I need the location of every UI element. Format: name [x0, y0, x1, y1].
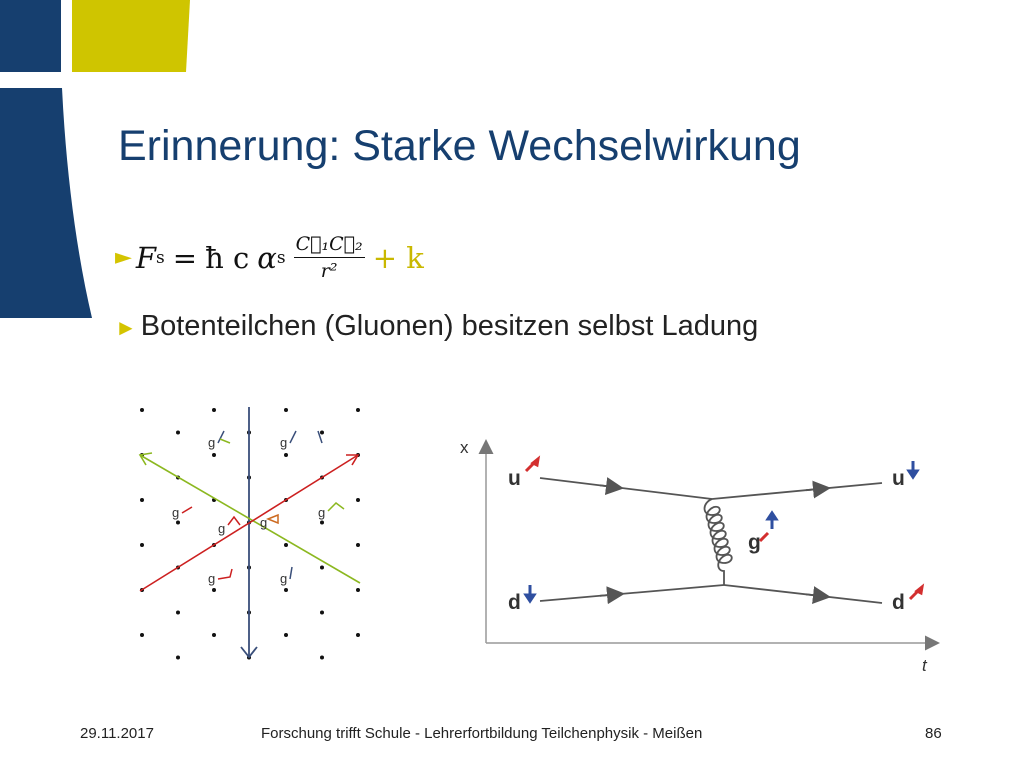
octet-gluon-label: g: [260, 515, 268, 530]
quark-label-u-in: u: [508, 467, 521, 490]
lattice-dot: [284, 588, 288, 592]
octet-gluon-label: g: [280, 435, 288, 450]
gluon-color-mark-icon: [268, 515, 278, 523]
octet-red-arrowhead: [346, 455, 358, 465]
lattice-dots: [140, 408, 360, 660]
bullet-text: Botenteilchen (Gluonen) besitzen selbst Ladung: [140, 310, 759, 342]
color-arrow-blue-icon: [526, 595, 534, 601]
lattice-dot: [320, 521, 324, 525]
d-quark-arrow-mark: [600, 594, 616, 595]
lattice-dot: [356, 543, 360, 547]
formula-hbar-c: ħ c: [205, 240, 250, 275]
lattice-dot: [284, 543, 288, 547]
formula-alpha-sub: s: [276, 247, 286, 268]
logo-navy-square: [0, 0, 61, 72]
axis-x-label: x: [460, 438, 469, 457]
octet-gluon-label: g: [318, 505, 326, 520]
logo-navy-curve: [0, 88, 92, 318]
lattice-dot: [212, 408, 216, 412]
lattice-dot: [212, 633, 216, 637]
lattice-dot: [140, 633, 144, 637]
gluon-color-mark-icon: [218, 431, 224, 443]
lattice-dot: [356, 498, 360, 502]
formula-numerator: C⃗₁C⃗₂: [294, 233, 365, 258]
lattice-dot: [284, 633, 288, 637]
formula-fraction: [294, 233, 365, 282]
lattice-dot: [320, 656, 324, 660]
quark-label-d-out: d: [892, 591, 905, 614]
octet-gluon-label: g: [208, 571, 216, 586]
octet-gluon-label: g: [172, 505, 180, 520]
u-quark-out-arrow-mark: [806, 489, 822, 491]
logo-yellow-shape: [72, 0, 190, 72]
lattice-dot: [176, 521, 180, 525]
gluon-propagator: [705, 499, 732, 585]
footer-page-number: 86: [925, 725, 942, 742]
color-arrow-red-icon: [533, 459, 538, 465]
color-arrow-blue-icon: [909, 471, 917, 477]
color-arrow-blue-icon: [768, 513, 776, 519]
formula-denominator: r²: [320, 260, 338, 282]
quark-label-u-out: u: [892, 467, 905, 490]
lattice-dot: [176, 611, 180, 615]
u-quark-incoming-line: [540, 478, 712, 499]
bullet-arrow-icon: ►: [115, 245, 132, 270]
octet-gluon-label: g: [208, 435, 216, 450]
lattice-dot: [140, 408, 144, 412]
lattice-dot: [140, 498, 144, 502]
u-quark-outgoing-line: [712, 483, 882, 499]
lattice-dot: [356, 408, 360, 412]
u-quark-arrow-mark: [600, 485, 615, 487]
gluon-color-mark-icon: [328, 503, 344, 511]
axis-t-label: t: [922, 656, 927, 675]
gluon-color-mark-icon: [290, 567, 292, 579]
d-quark-incoming-line: [540, 585, 724, 601]
bullet-gluon-charge: [115, 310, 758, 343]
lattice-dot: [320, 611, 324, 615]
quark-label-d-in: d: [508, 591, 521, 614]
bullet-arrow-icon: ►: [115, 315, 137, 340]
color-arrow-red-icon: [760, 533, 768, 541]
octet-gluon-label: g: [280, 571, 288, 586]
lattice-dot: [140, 543, 144, 547]
gluon-octet-diagram: [120, 395, 380, 665]
formula-alpha: α: [257, 240, 277, 275]
footer-date: 29.11.2017: [80, 725, 154, 742]
lattice-dot: [320, 566, 324, 570]
lattice-dot: [284, 453, 288, 457]
gluon-color-mark-icon: [228, 517, 240, 525]
lattice-dot: [356, 633, 360, 637]
d-quark-out-arrow-mark: [806, 594, 822, 596]
formula-lhs-var: F: [135, 240, 157, 275]
gluon-color-mark-icon: [220, 439, 230, 443]
octet-gluon-label: g: [218, 521, 226, 536]
page-title: Erinnerung: Starke Wechselwirkung: [118, 122, 801, 170]
lattice-dot: [356, 588, 360, 592]
gluon-label: g: [748, 531, 761, 554]
formula-lhs-sub: s: [156, 247, 165, 268]
lattice-dot: [176, 656, 180, 660]
lattice-dot: [320, 431, 324, 435]
gluon-color-mark-icon: [182, 507, 192, 513]
formula-bullet: [115, 233, 424, 282]
d-quark-outgoing-line: [724, 585, 882, 603]
footer-text: Forschung trifft Schule - Lehrerfortbildung Teilchenphysik - Meißen: [261, 725, 703, 742]
lattice-dot: [212, 453, 216, 457]
color-arrow-red-icon: [917, 587, 922, 593]
gluon-color-mark-icon: [218, 569, 232, 579]
formula-equals: =: [172, 240, 198, 275]
lattice-dot: [212, 588, 216, 592]
gluon-color-mark-icon: [290, 431, 296, 443]
feynman-diagram: [450, 425, 960, 680]
formula-plus-k: + k: [372, 240, 424, 275]
lattice-dot: [284, 408, 288, 412]
lattice-dot: [176, 431, 180, 435]
